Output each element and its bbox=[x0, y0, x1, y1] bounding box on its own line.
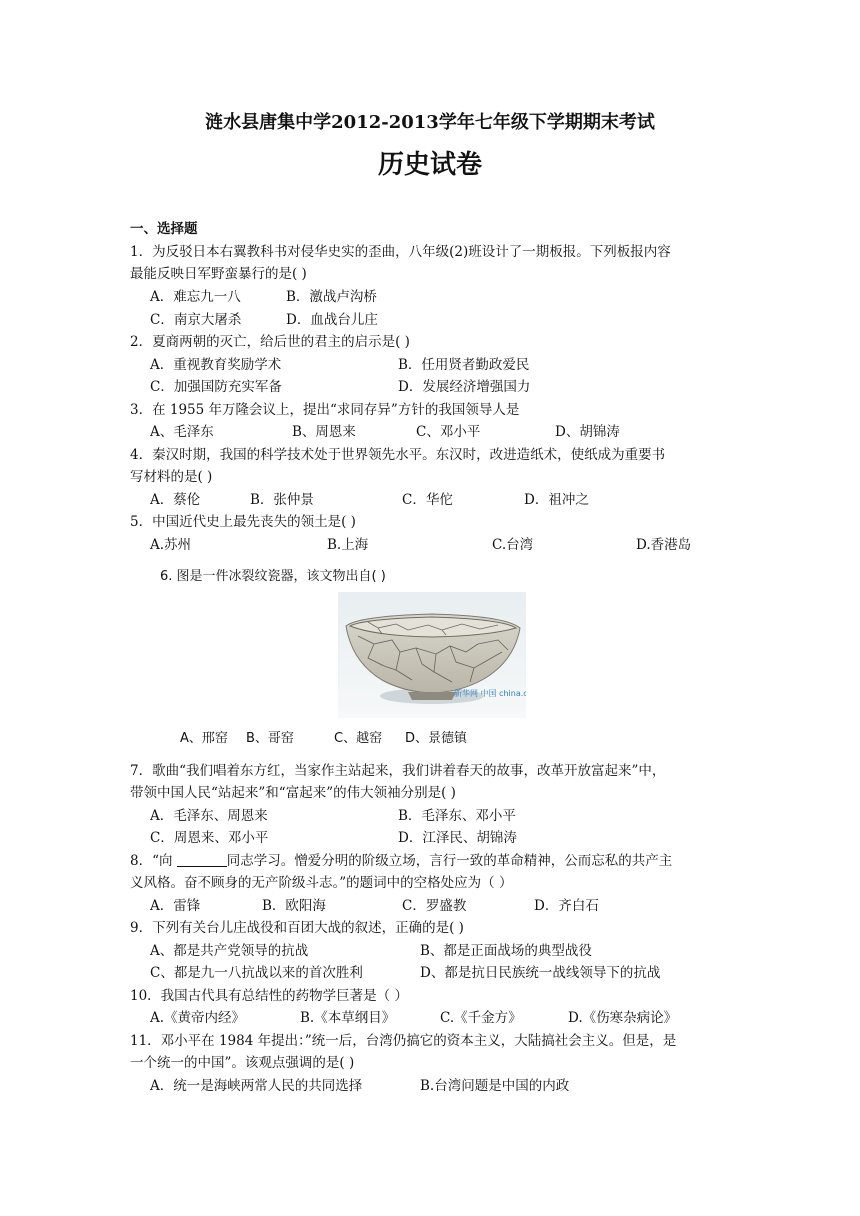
crackle-porcelain-bowl-image bbox=[338, 592, 526, 718]
question-2-text: 2．夏商两朝的灭亡，给后世的君主的启示是( ) bbox=[130, 334, 410, 350]
question-3-option-c[interactable]: C、邓小平 bbox=[416, 424, 481, 440]
question-4-option-a[interactable]: A．蔡伦 bbox=[150, 492, 201, 508]
question-1-text-line2: 最能反映日军野蛮暴行的是( ) bbox=[130, 266, 307, 282]
question-2-option-a[interactable]: A．重视教育奖励学术 bbox=[150, 357, 282, 373]
crackle-bowl-icon bbox=[338, 592, 526, 718]
question-1-option-b[interactable]: B．激战卢沟桥 bbox=[286, 289, 377, 305]
question-9-option-b[interactable]: B、都是正面战场的典型战役 bbox=[420, 943, 592, 959]
question-7-option-b[interactable]: B．毛泽东、邓小平 bbox=[398, 808, 516, 824]
question-5-option-b[interactable]: B.上海 bbox=[327, 537, 369, 553]
question-6-text: 6. 图是一件冰裂纹瓷器，该文物出自( ) bbox=[160, 569, 386, 584]
question-4-text-line2: 写材料的是( ) bbox=[130, 469, 213, 485]
question-5-option-d[interactable]: D.香港岛 bbox=[636, 537, 692, 553]
question-4-option-d[interactable]: D．祖冲之 bbox=[524, 492, 589, 508]
question-8-text-line1: 8．“向 同志学习。憎爱分明的阶级立场，言行一致的革命精神，公而忘私的共产主 bbox=[130, 853, 673, 869]
question-4-option-c[interactable]: C．华佗 bbox=[402, 492, 453, 508]
question-10-text: 10．我国古代具有总结性的药物学巨著是（ ） bbox=[130, 988, 408, 1004]
fill-in-blank[interactable] bbox=[177, 852, 227, 867]
question-5-option-c[interactable]: C.台湾 bbox=[492, 537, 534, 553]
question-9-option-c[interactable]: C、都是九一八抗战以来的首次胜利 bbox=[150, 965, 363, 981]
question-7-text-line1: 7．歌曲“我们唱着东方红，当家作主站起来，我们讲着春天的故事，改革开放富起来”中， bbox=[130, 763, 666, 779]
question-3-option-d[interactable]: D、胡锦涛 bbox=[555, 424, 620, 440]
question-7-text-line2: 带领中国人民“站起来”和“富起来”的伟大领袖分别是( ) bbox=[130, 785, 456, 801]
question-8-text-line2: 义风格。奋不顾身的无产阶级斗志。”的题词中的空格处应为（ ） bbox=[130, 875, 513, 891]
question-3-option-b[interactable]: B、周恩来 bbox=[292, 424, 356, 440]
question-11-option-a[interactable]: A．统一是海峡两常人民的共同选择 bbox=[150, 1078, 363, 1094]
question-3-option-a[interactable]: A、毛泽东 bbox=[150, 424, 214, 440]
question-9-option-d[interactable]: D、都是抗日民族统一战线领导下的抗战 bbox=[420, 965, 661, 981]
watermark-text: 新华网 中国 china.cn bbox=[454, 689, 526, 698]
question-11-text-line2: 一个统一的中国”。该观点强调的是( ) bbox=[130, 1055, 355, 1071]
question-2-option-c[interactable]: C．加强国防充实军备 bbox=[150, 379, 282, 395]
question-4-text-line1: 4．秦汉时期，我国的科学技术处于世界领先水平。东汉时，改进造纸术，使纸成为重要书 bbox=[130, 447, 666, 463]
question-10-option-a[interactable]: A.《黄帝内经》 bbox=[150, 1010, 246, 1026]
question-7-option-c[interactable]: C．周恩来、邓小平 bbox=[150, 830, 269, 846]
question-2-option-d[interactable]: D．发展经济增强国力 bbox=[398, 379, 531, 395]
question-1-text-line1: 1．为反驳日本右翼教科书对侵华史实的歪曲，八年级(2)班设计了一期板报。下列板报内容 bbox=[130, 244, 671, 260]
question-7-option-d[interactable]: D．江泽民、胡锦涛 bbox=[398, 830, 517, 846]
section-heading: 一、选择题 bbox=[130, 221, 198, 237]
question-1-option-c[interactable]: C．南京大屠杀 bbox=[150, 312, 242, 328]
question-10-option-c[interactable]: C.《千金方》 bbox=[440, 1010, 522, 1026]
question-11-option-b[interactable]: B.台湾问题是中国的内政 bbox=[420, 1078, 570, 1094]
question-10-option-d[interactable]: D.《伤寒杂病论》 bbox=[568, 1010, 678, 1026]
question-6-option-b[interactable]: B、哥窑 bbox=[246, 731, 294, 746]
question-1-option-d[interactable]: D．血战台儿庄 bbox=[286, 312, 378, 328]
question-1-option-a[interactable]: A．难忘九一八 bbox=[150, 289, 241, 305]
question-5-text: 5．中国近代史上最先丧失的领土是( ) bbox=[130, 514, 356, 530]
question-4-option-b[interactable]: B．张仲景 bbox=[250, 492, 314, 508]
question-11-text-line1: 11．邓小平在 1984 年提出：”统一后，台湾仍搞它的资本主义，大陆搞社会主义。但是，是 bbox=[130, 1033, 677, 1049]
exam-title-line2: 历史试卷 bbox=[377, 150, 482, 180]
exam-title-line1: 涟水县唐集中学2012-2013学年七年级下学期期末考试 bbox=[205, 112, 655, 133]
question-6-option-d[interactable]: D、景德镇 bbox=[405, 731, 468, 746]
question-8-option-c[interactable]: C．罗盛教 bbox=[402, 898, 467, 914]
question-2-option-b[interactable]: B．任用贤者勤政爱民 bbox=[398, 357, 530, 373]
question-8-option-d[interactable]: D．齐白石 bbox=[534, 898, 599, 914]
question-6-option-c[interactable]: C、越窑 bbox=[334, 731, 383, 746]
question-5-option-a[interactable]: A.苏州 bbox=[150, 537, 192, 553]
question-9-option-a[interactable]: A、都是共产党领导的抗战 bbox=[150, 943, 309, 959]
question-7-option-a[interactable]: A．毛泽东、周恩来 bbox=[150, 808, 268, 824]
question-10-option-b[interactable]: B.《本草纲目》 bbox=[300, 1010, 396, 1026]
question-3-text: 3．在 1955 年万隆会议上，提出“求同存异”方针的我国领导人是 bbox=[130, 402, 520, 418]
question-8-option-a[interactable]: A．雷锋 bbox=[150, 898, 201, 914]
question-6-option-a[interactable]: A、邢窑 bbox=[180, 731, 228, 746]
question-8-option-b[interactable]: B．欧阳海 bbox=[262, 898, 326, 914]
question-9-text: 9．下列有关台儿庄战役和百团大战的叙述，正确的是( ) bbox=[130, 920, 464, 936]
